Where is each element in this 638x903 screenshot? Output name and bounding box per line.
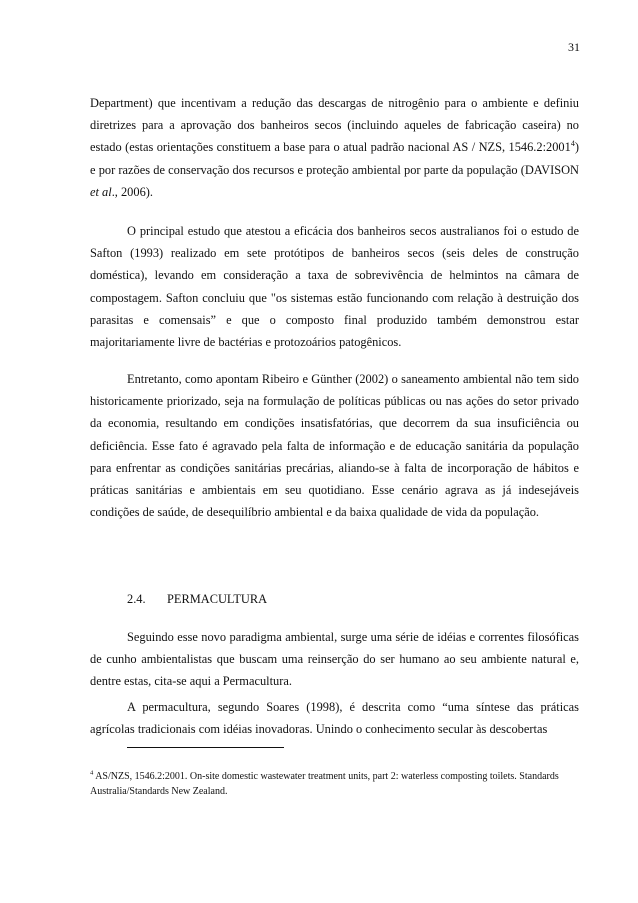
section-heading (127, 592, 267, 607)
paragraph: O principal estudo que atestou a eficácia dos banheiros secos australianos foi o estudo de Safton (1993) realizado em sete protótipos de banheiros secos (seis deles de construção doméstica), levando em consideração a taxa de sobrevivência de helmintos na câmara de compostagem. Safton concluiu que "os sistemas estão funcionando com relação à destruição dos parasitas e comensais” e que o composto final produzido também demonstrou estar majoritariamente livre de bactérias e protozoários patogênicos. (90, 224, 579, 350)
footnote (90, 769, 580, 799)
paragraph-block (90, 696, 579, 740)
footnote-separator (127, 747, 284, 748)
footnote-reference: 4 (570, 139, 575, 149)
citation-italic: et al (90, 184, 112, 199)
paragraph: Entretanto, como apontam Ribeiro e Günther (2002) o saneamento ambiental não tem sido historicamente priorizado, seja na formulação de políticas públicas ou nas ações do setor privado da economia, resultando em condições insatisfatórias, que decorrem da sua insuficiência ou deficiência. Esse fato é agravado pela falta de informação e de educação sanitária da população para enfrentar as condições sanitárias precárias, aliando-se à falta de incorporação de hábitos e práticas sanitárias e ambientais em seu quotidiano. Esse cenário agrava as já indesejáveis condições de saúde, de desequilíbrio ambiental e da baixa qualidade de vida da população. (90, 372, 579, 520)
footnote-marker: 4 (90, 769, 94, 777)
paragraph-continuation (90, 92, 579, 203)
paragraph-text: ., 2006). (111, 184, 153, 199)
footnote-text: AS/NZS, 1546.2:2001. On-site domestic wastewater treatment units, part 2: waterless composting toilets. Standards Australia/Standards New Zealand. (90, 771, 559, 797)
paragraph-block (90, 626, 579, 693)
paragraph-text: ) e por razões de conservação dos recursos e proteção ambiental por parte da população (DAVISON (90, 140, 579, 177)
section-number: 2.4. (127, 592, 146, 606)
paragraph-block (90, 368, 579, 523)
paragraph (90, 92, 579, 203)
paragraph: Seguindo esse novo paradigma ambiental, surge uma série de idéias e correntes filosóficas de cunho ambientalistas que buscam uma reinserção do ser humano ao seu ambiente natural e, dentre estas, cita-se aqui a Permacultura. (90, 630, 579, 689)
page-number: 31 (568, 40, 580, 54)
paragraph-block (90, 220, 579, 353)
paragraph-text: Department) que incentivam a redução das descargas de nitrogênio para o ambiente e definiu diretrizes para a aprovação dos banheiros secos (incluindo aqueles de fabricação caseira) no estado (estas orientações constituem a base para o atual padrão nacional AS / NZS, 1546.2:2001 (90, 96, 579, 155)
section-title: PERMACULTURA (167, 592, 268, 606)
paragraph: A permacultura, segundo Soares (1998), é descrita como “uma síntese das práticas agrícolas tradicionais com idéias inovadoras. Unindo o conhecimento secular às descobertas (90, 700, 579, 737)
